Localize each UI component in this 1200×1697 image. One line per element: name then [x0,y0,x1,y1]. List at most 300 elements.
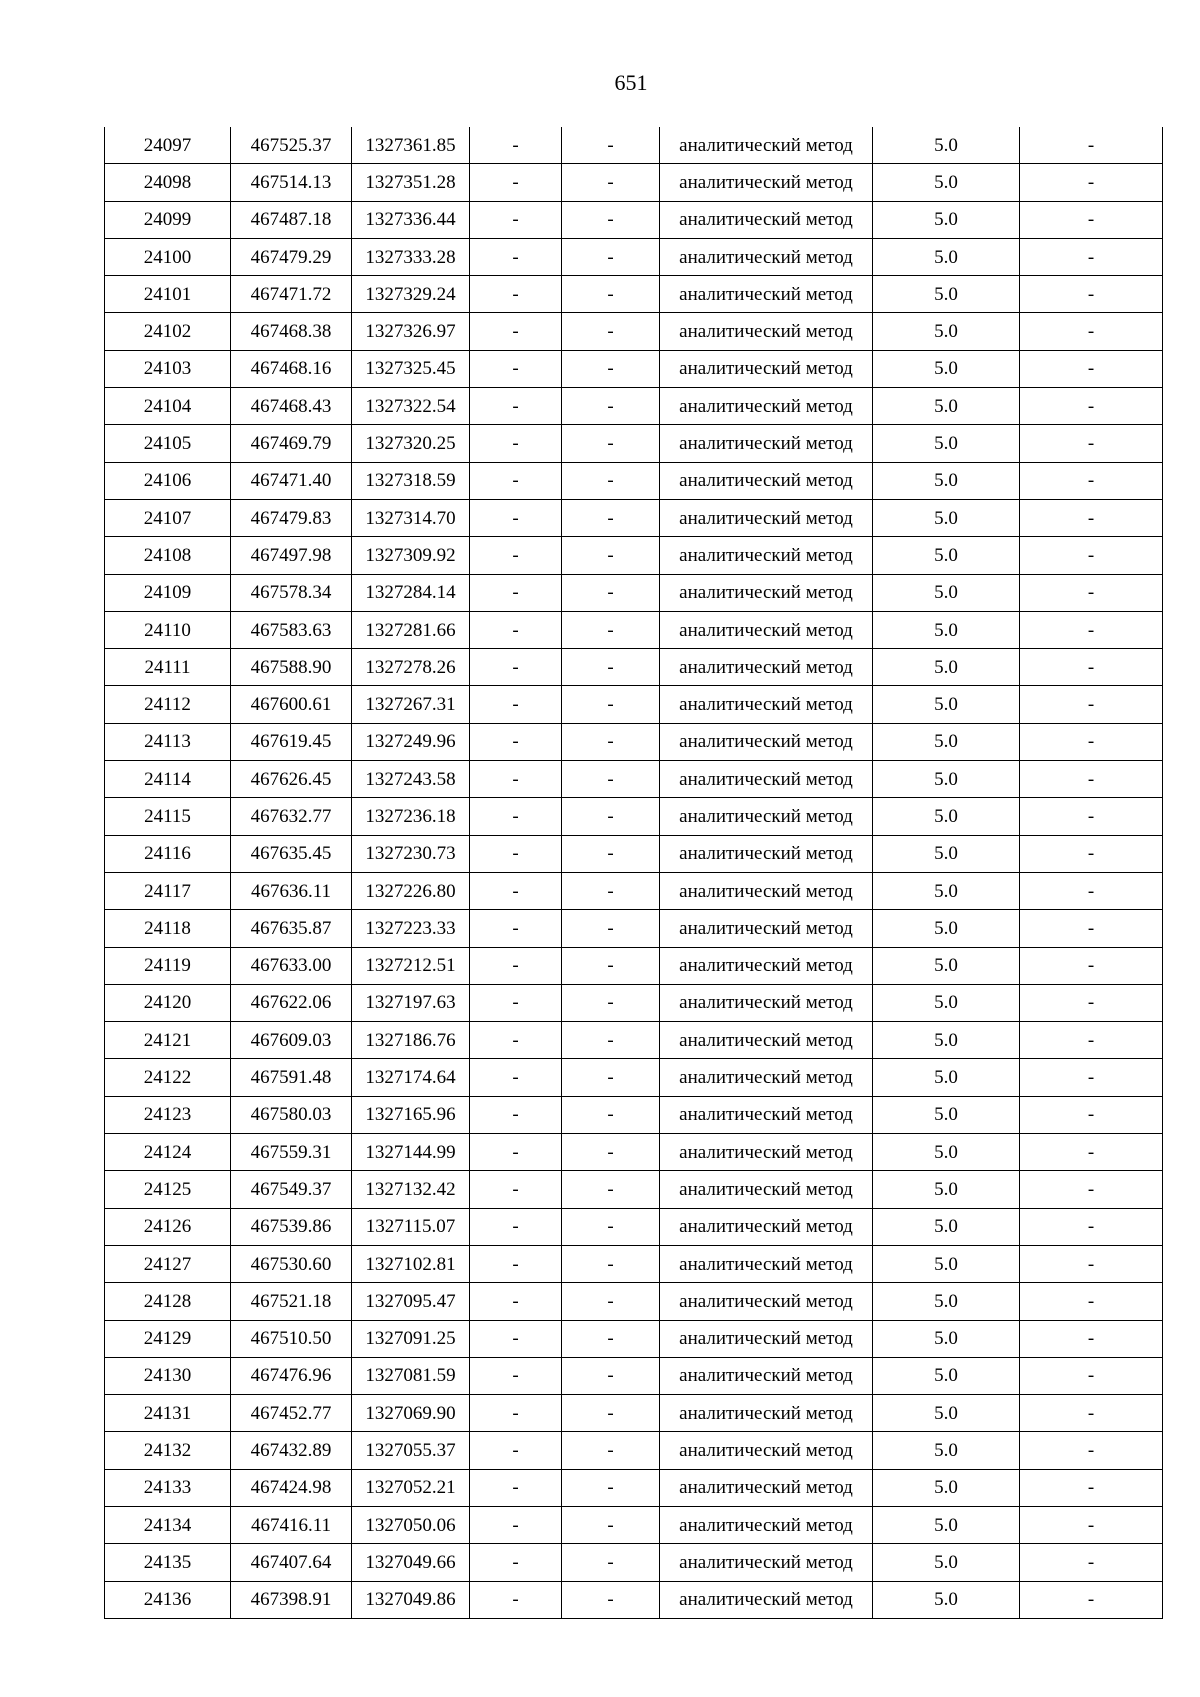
x-coordinate-cell: 467471.72 [231,276,352,313]
x-coordinate-cell: 467521.18 [231,1283,352,1320]
dash-cell-1: - [470,127,562,164]
method-cell: аналитический метод [660,1022,873,1059]
dash-cell-2: - [562,388,660,425]
table-row [105,1022,1163,1059]
x-coordinate-cell: 467591.48 [231,1059,352,1096]
dash-cell-1: - [470,425,562,462]
point-number-cell: 24098 [105,164,231,201]
table-row [105,1134,1163,1171]
y-coordinate-cell: 1327320.25 [352,425,470,462]
point-number-cell: 24134 [105,1506,231,1543]
dash-cell-1: - [470,872,562,909]
y-coordinate-cell: 1327278.26 [352,649,470,686]
dash-cell-3: - [1020,1395,1163,1432]
dash-cell-2: - [562,238,660,275]
accuracy-cell: 5.0 [873,1432,1020,1469]
dash-cell-2: - [562,1171,660,1208]
method-cell: аналитический метод [660,1469,873,1506]
dash-cell-2: - [562,1208,660,1245]
y-coordinate-cell: 1327326.97 [352,313,470,350]
accuracy-cell: 5.0 [873,1171,1020,1208]
dash-cell-1: - [470,313,562,350]
point-number-cell: 24118 [105,910,231,947]
point-number-cell: 24136 [105,1581,231,1618]
table-row [105,1395,1163,1432]
table-row [105,1320,1163,1357]
dash-cell-3: - [1020,1245,1163,1282]
method-cell: аналитический метод [660,313,873,350]
dash-cell-2: - [562,1320,660,1357]
accuracy-cell: 5.0 [873,127,1020,164]
accuracy-cell: 5.0 [873,1320,1020,1357]
table-row [105,1581,1163,1618]
x-coordinate-cell: 467471.40 [231,462,352,499]
accuracy-cell: 5.0 [873,649,1020,686]
dash-cell-1: - [470,910,562,947]
accuracy-cell: 5.0 [873,611,1020,648]
dash-cell-1: - [470,947,562,984]
accuracy-cell: 5.0 [873,1134,1020,1171]
table-row [105,947,1163,984]
accuracy-cell: 5.0 [873,686,1020,723]
dash-cell-2: - [562,462,660,499]
table-body [105,127,1163,1618]
x-coordinate-cell: 467588.90 [231,649,352,686]
x-coordinate-cell: 467424.98 [231,1469,352,1506]
method-cell: аналитический метод [660,723,873,760]
dash-cell-3: - [1020,164,1163,201]
x-coordinate-cell: 467525.37 [231,127,352,164]
y-coordinate-cell: 1327115.07 [352,1208,470,1245]
dash-cell-2: - [562,1581,660,1618]
y-coordinate-cell: 1327226.80 [352,872,470,909]
x-coordinate-cell: 467479.29 [231,238,352,275]
point-number-cell: 24123 [105,1096,231,1133]
x-coordinate-cell: 467468.43 [231,388,352,425]
accuracy-cell: 5.0 [873,1245,1020,1282]
dash-cell-2: - [562,537,660,574]
method-cell: аналитический метод [660,649,873,686]
point-number-cell: 24131 [105,1395,231,1432]
point-number-cell: 24124 [105,1134,231,1171]
x-coordinate-cell: 467632.77 [231,798,352,835]
accuracy-cell: 5.0 [873,276,1020,313]
dash-cell-1: - [470,238,562,275]
accuracy-cell: 5.0 [873,947,1020,984]
page-number: 651 [614,70,648,95]
point-number-cell: 24119 [105,947,231,984]
method-cell: аналитический метод [660,499,873,536]
method-cell: аналитический метод [660,947,873,984]
method-cell: аналитический метод [660,611,873,648]
dash-cell-3: - [1020,1357,1163,1394]
dash-cell-2: - [562,1544,660,1581]
dash-cell-3: - [1020,1581,1163,1618]
table-row [105,984,1163,1021]
dash-cell-1: - [470,686,562,723]
point-number-cell: 24121 [105,1022,231,1059]
dash-cell-2: - [562,761,660,798]
x-coordinate-cell: 467635.87 [231,910,352,947]
table-row [105,910,1163,947]
method-cell: аналитический метод [660,1171,873,1208]
dash-cell-2: - [562,499,660,536]
method-cell: аналитический метод [660,1581,873,1618]
y-coordinate-cell: 1327314.70 [352,499,470,536]
accuracy-cell: 5.0 [873,761,1020,798]
accuracy-cell: 5.0 [873,723,1020,760]
table-row [105,462,1163,499]
y-coordinate-cell: 1327351.28 [352,164,470,201]
accuracy-cell: 5.0 [873,462,1020,499]
dash-cell-2: - [562,1134,660,1171]
dash-cell-3: - [1020,1171,1163,1208]
dash-cell-3: - [1020,1208,1163,1245]
table-row [105,276,1163,313]
dash-cell-3: - [1020,1544,1163,1581]
accuracy-cell: 5.0 [873,798,1020,835]
table-row [105,1059,1163,1096]
y-coordinate-cell: 1327223.33 [352,910,470,947]
y-coordinate-cell: 1327081.59 [352,1357,470,1394]
y-coordinate-cell: 1327322.54 [352,388,470,425]
table-row [105,1432,1163,1469]
dash-cell-2: - [562,164,660,201]
dash-cell-1: - [470,574,562,611]
dash-cell-2: - [562,276,660,313]
dash-cell-3: - [1020,761,1163,798]
dash-cell-2: - [562,313,660,350]
y-coordinate-cell: 1327329.24 [352,276,470,313]
point-number-cell: 24100 [105,238,231,275]
x-coordinate-cell: 467636.11 [231,872,352,909]
coordinates-table [104,127,1163,1619]
dash-cell-1: - [470,1134,562,1171]
dash-cell-1: - [470,499,562,536]
dash-cell-3: - [1020,1320,1163,1357]
y-coordinate-cell: 1327318.59 [352,462,470,499]
accuracy-cell: 5.0 [873,313,1020,350]
dash-cell-1: - [470,1544,562,1581]
dash-cell-2: - [562,686,660,723]
table-row [105,201,1163,238]
accuracy-cell: 5.0 [873,1283,1020,1320]
point-number-cell: 24111 [105,649,231,686]
y-coordinate-cell: 1327095.47 [352,1283,470,1320]
accuracy-cell: 5.0 [873,1208,1020,1245]
method-cell: аналитический метод [660,872,873,909]
y-coordinate-cell: 1327132.42 [352,1171,470,1208]
point-number-cell: 24107 [105,499,231,536]
x-coordinate-cell: 467468.16 [231,350,352,387]
accuracy-cell: 5.0 [873,201,1020,238]
y-coordinate-cell: 1327144.99 [352,1134,470,1171]
point-number-cell: 24114 [105,761,231,798]
dash-cell-1: - [470,1059,562,1096]
table-row [105,1245,1163,1282]
method-cell: аналитический метод [660,686,873,723]
table-row [105,686,1163,723]
accuracy-cell: 5.0 [873,1544,1020,1581]
point-number-cell: 24112 [105,686,231,723]
table-row [105,835,1163,872]
x-coordinate-cell: 467600.61 [231,686,352,723]
dash-cell-3: - [1020,1134,1163,1171]
y-coordinate-cell: 1327197.63 [352,984,470,1021]
table-row [105,1506,1163,1543]
method-cell: аналитический метод [660,350,873,387]
dash-cell-3: - [1020,686,1163,723]
dash-cell-2: - [562,201,660,238]
x-coordinate-cell: 467530.60 [231,1245,352,1282]
dash-cell-1: - [470,1096,562,1133]
dash-cell-3: - [1020,238,1163,275]
method-cell: аналитический метод [660,201,873,238]
method-cell: аналитический метод [660,984,873,1021]
point-number-cell: 24132 [105,1432,231,1469]
dash-cell-1: - [470,1469,562,1506]
y-coordinate-cell: 1327055.37 [352,1432,470,1469]
dash-cell-2: - [562,947,660,984]
x-coordinate-cell: 467497.98 [231,537,352,574]
x-coordinate-cell: 467539.86 [231,1208,352,1245]
table-row [105,499,1163,536]
dash-cell-3: - [1020,350,1163,387]
x-coordinate-cell: 467479.83 [231,499,352,536]
method-cell: аналитический метод [660,835,873,872]
dash-cell-1: - [470,1395,562,1432]
point-number-cell: 24102 [105,313,231,350]
point-number-cell: 24104 [105,388,231,425]
y-coordinate-cell: 1327102.81 [352,1245,470,1282]
dash-cell-3: - [1020,388,1163,425]
x-coordinate-cell: 467583.63 [231,611,352,648]
dash-cell-1: - [470,835,562,872]
dash-cell-3: - [1020,1506,1163,1543]
accuracy-cell: 5.0 [873,872,1020,909]
dash-cell-1: - [470,649,562,686]
x-coordinate-cell: 467407.64 [231,1544,352,1581]
accuracy-cell: 5.0 [873,835,1020,872]
dash-cell-3: - [1020,1022,1163,1059]
dash-cell-3: - [1020,611,1163,648]
x-coordinate-cell: 467609.03 [231,1022,352,1059]
y-coordinate-cell: 1327333.28 [352,238,470,275]
point-number-cell: 24115 [105,798,231,835]
dash-cell-1: - [470,164,562,201]
x-coordinate-cell: 467549.37 [231,1171,352,1208]
dash-cell-3: - [1020,499,1163,536]
point-number-cell: 24120 [105,984,231,1021]
method-cell: аналитический метод [660,164,873,201]
dash-cell-1: - [470,798,562,835]
y-coordinate-cell: 1327361.85 [352,127,470,164]
y-coordinate-cell: 1327049.66 [352,1544,470,1581]
accuracy-cell: 5.0 [873,910,1020,947]
table-row [105,1544,1163,1581]
y-coordinate-cell: 1327249.96 [352,723,470,760]
method-cell: аналитический метод [660,276,873,313]
dash-cell-1: - [470,723,562,760]
dash-cell-2: - [562,1395,660,1432]
accuracy-cell: 5.0 [873,1581,1020,1618]
method-cell: аналитический метод [660,462,873,499]
method-cell: аналитический метод [660,798,873,835]
dash-cell-1: - [470,1432,562,1469]
dash-cell-3: - [1020,1059,1163,1096]
x-coordinate-cell: 467619.45 [231,723,352,760]
method-cell: аналитический метод [660,238,873,275]
x-coordinate-cell: 467622.06 [231,984,352,1021]
y-coordinate-cell: 1327336.44 [352,201,470,238]
y-coordinate-cell: 1327050.06 [352,1506,470,1543]
dash-cell-2: - [562,1059,660,1096]
table-row [105,872,1163,909]
dash-cell-2: - [562,723,660,760]
point-number-cell: 24135 [105,1544,231,1581]
point-number-cell: 24130 [105,1357,231,1394]
dash-cell-2: - [562,1245,660,1282]
accuracy-cell: 5.0 [873,1059,1020,1096]
dash-cell-1: - [470,1320,562,1357]
dash-cell-1: - [470,1506,562,1543]
table-row [105,611,1163,648]
dash-cell-2: - [562,984,660,1021]
dash-cell-3: - [1020,537,1163,574]
dash-cell-2: - [562,574,660,611]
method-cell: аналитический метод [660,574,873,611]
method-cell: аналитический метод [660,1208,873,1245]
y-coordinate-cell: 1327174.64 [352,1059,470,1096]
accuracy-cell: 5.0 [873,984,1020,1021]
dash-cell-3: - [1020,1432,1163,1469]
y-coordinate-cell: 1327309.92 [352,537,470,574]
dash-cell-3: - [1020,723,1163,760]
table-row [105,1469,1163,1506]
dash-cell-2: - [562,1469,660,1506]
x-coordinate-cell: 467432.89 [231,1432,352,1469]
dash-cell-2: - [562,1432,660,1469]
dash-cell-1: - [470,761,562,798]
y-coordinate-cell: 1327212.51 [352,947,470,984]
table-row [105,574,1163,611]
point-number-cell: 24108 [105,537,231,574]
accuracy-cell: 5.0 [873,1395,1020,1432]
dash-cell-3: - [1020,872,1163,909]
dash-cell-2: - [562,1506,660,1543]
method-cell: аналитический метод [660,1059,873,1096]
method-cell: аналитический метод [660,1506,873,1543]
method-cell: аналитический метод [660,761,873,798]
point-number-cell: 24125 [105,1171,231,1208]
table-row [105,1208,1163,1245]
dash-cell-2: - [562,835,660,872]
dash-cell-2: - [562,611,660,648]
dash-cell-1: - [470,1283,562,1320]
x-coordinate-cell: 467633.00 [231,947,352,984]
accuracy-cell: 5.0 [873,574,1020,611]
dash-cell-2: - [562,910,660,947]
method-cell: аналитический метод [660,1320,873,1357]
accuracy-cell: 5.0 [873,350,1020,387]
point-number-cell: 24109 [105,574,231,611]
dash-cell-1: - [470,537,562,574]
x-coordinate-cell: 467452.77 [231,1395,352,1432]
accuracy-cell: 5.0 [873,1506,1020,1543]
point-number-cell: 24101 [105,276,231,313]
x-coordinate-cell: 467559.31 [231,1134,352,1171]
dash-cell-3: - [1020,947,1163,984]
table-row [105,537,1163,574]
dash-cell-2: - [562,1022,660,1059]
dash-cell-3: - [1020,1283,1163,1320]
dash-cell-1: - [470,1022,562,1059]
dash-cell-2: - [562,127,660,164]
table-row [105,238,1163,275]
dash-cell-1: - [470,462,562,499]
method-cell: аналитический метод [660,537,873,574]
dash-cell-1: - [470,1581,562,1618]
point-number-cell: 24106 [105,462,231,499]
dash-cell-3: - [1020,574,1163,611]
method-cell: аналитический метод [660,1357,873,1394]
y-coordinate-cell: 1327091.25 [352,1320,470,1357]
method-cell: аналитический метод [660,1544,873,1581]
point-number-cell: 24116 [105,835,231,872]
accuracy-cell: 5.0 [873,537,1020,574]
dash-cell-2: - [562,649,660,686]
dash-cell-3: - [1020,1469,1163,1506]
dash-cell-3: - [1020,127,1163,164]
table-row [105,1171,1163,1208]
table-row [105,425,1163,462]
dash-cell-3: - [1020,649,1163,686]
method-cell: аналитический метод [660,1283,873,1320]
x-coordinate-cell: 467398.91 [231,1581,352,1618]
dash-cell-2: - [562,798,660,835]
dash-cell-1: - [470,201,562,238]
point-number-cell: 24099 [105,201,231,238]
method-cell: аналитический метод [660,1134,873,1171]
x-coordinate-cell: 467580.03 [231,1096,352,1133]
accuracy-cell: 5.0 [873,1096,1020,1133]
dash-cell-3: - [1020,462,1163,499]
y-coordinate-cell: 1327052.21 [352,1469,470,1506]
y-coordinate-cell: 1327243.58 [352,761,470,798]
dash-cell-1: - [470,611,562,648]
y-coordinate-cell: 1327236.18 [352,798,470,835]
point-number-cell: 24113 [105,723,231,760]
x-coordinate-cell: 467487.18 [231,201,352,238]
accuracy-cell: 5.0 [873,499,1020,536]
point-number-cell: 24105 [105,425,231,462]
dash-cell-3: - [1020,798,1163,835]
x-coordinate-cell: 467626.45 [231,761,352,798]
point-number-cell: 24129 [105,1320,231,1357]
dash-cell-3: - [1020,1096,1163,1133]
x-coordinate-cell: 467510.50 [231,1320,352,1357]
dash-cell-1: - [470,984,562,1021]
x-coordinate-cell: 467416.11 [231,1506,352,1543]
point-number-cell: 24128 [105,1283,231,1320]
y-coordinate-cell: 1327049.86 [352,1581,470,1618]
table-row [105,761,1163,798]
x-coordinate-cell: 467468.38 [231,313,352,350]
method-cell: аналитический метод [660,1395,873,1432]
table-row [105,350,1163,387]
y-coordinate-cell: 1327281.66 [352,611,470,648]
y-coordinate-cell: 1327069.90 [352,1395,470,1432]
